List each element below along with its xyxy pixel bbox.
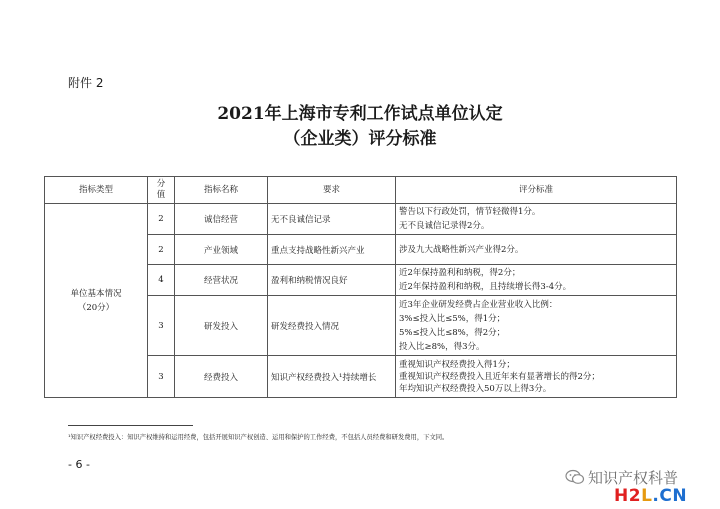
criteria-cell: 警告以下行政处罚，情节轻微得1分。 无不良诚信记录得2分。 (396, 204, 677, 235)
criteria-cell: 近2年保持盈利和纳税，得2分； 近2年保持盈利和纳税，且持续增长得3-4分。 (396, 265, 677, 296)
attachment-label: 附件 2 (68, 76, 104, 90)
score-cell: 2 (148, 204, 175, 235)
footnote: ¹知识产权经费投入：知识产权维持和运用经费，包括开展知识产权创造、运用和保护的工作经费，不包括人员经费和研发费用，下文同。 (68, 434, 449, 441)
table-header-row (45, 177, 677, 204)
score-cell: 2 (148, 235, 175, 265)
header-score: 分值 (148, 177, 175, 204)
indicator-name-cell: 诚信经营 (175, 204, 268, 235)
score-cell: 4 (148, 265, 175, 296)
criteria-cell: 近3年企业研发经费占企业营业收入比例： 3%≤投入比≤5%，得1分； 5%≤投入比≤8%，得2分； 投入比≥8%，得3分。 (396, 296, 677, 356)
criteria-cell: 涉及九大战略性新兴产业得2分。 (396, 235, 677, 265)
footnote-divider (68, 425, 193, 426)
requirement-cell: 无不良诚信记录 (268, 204, 396, 235)
scoring-table (44, 176, 677, 398)
table-row (45, 204, 677, 235)
indicator-name-cell: 经营状况 (175, 265, 268, 296)
indicator-name-cell: 经费投入 (175, 356, 268, 398)
page-number: - 6 - (68, 458, 90, 471)
requirement-cell: 知识产权经费投入¹持续增长 (268, 356, 396, 398)
watermark-text: 知识产权科普 (588, 469, 679, 487)
requirement-cell: 重点支持战略性新兴产业 (268, 235, 396, 265)
header-criteria: 评分标准 (396, 177, 677, 204)
requirement-cell: 盈利和纳税情况良好 (268, 265, 396, 296)
header-indicator-name: 指标名称 (175, 177, 268, 204)
score-cell: 3 (148, 296, 175, 356)
wechat-icon (565, 469, 585, 485)
criteria-cell: 重视知识产权经费投入得1分； 重视知识产权经费投入且近年来有显著增长的得2分； 年均知识产权经费投入50万以上得3分。 (396, 356, 677, 398)
category-name: 单位基本情况 (70, 288, 122, 299)
indicator-name-cell: 研发投入 (175, 296, 268, 356)
header-indicator-type: 指标类型 (45, 177, 148, 204)
document-title-line2: （企业类）评分标准 (283, 129, 437, 149)
document-title-line1: 2021年上海市专利工作试点单位认定 (217, 104, 503, 124)
score-cell: 3 (148, 356, 175, 398)
header-requirement: 要求 (268, 177, 396, 204)
indicator-name-cell: 产业领域 (175, 235, 268, 265)
category-score: （20分） (77, 302, 115, 313)
requirement-cell: 研发经费投入情况 (268, 296, 396, 356)
category-cell (45, 204, 148, 398)
h2l-logo: H2L.CN (614, 486, 688, 506)
